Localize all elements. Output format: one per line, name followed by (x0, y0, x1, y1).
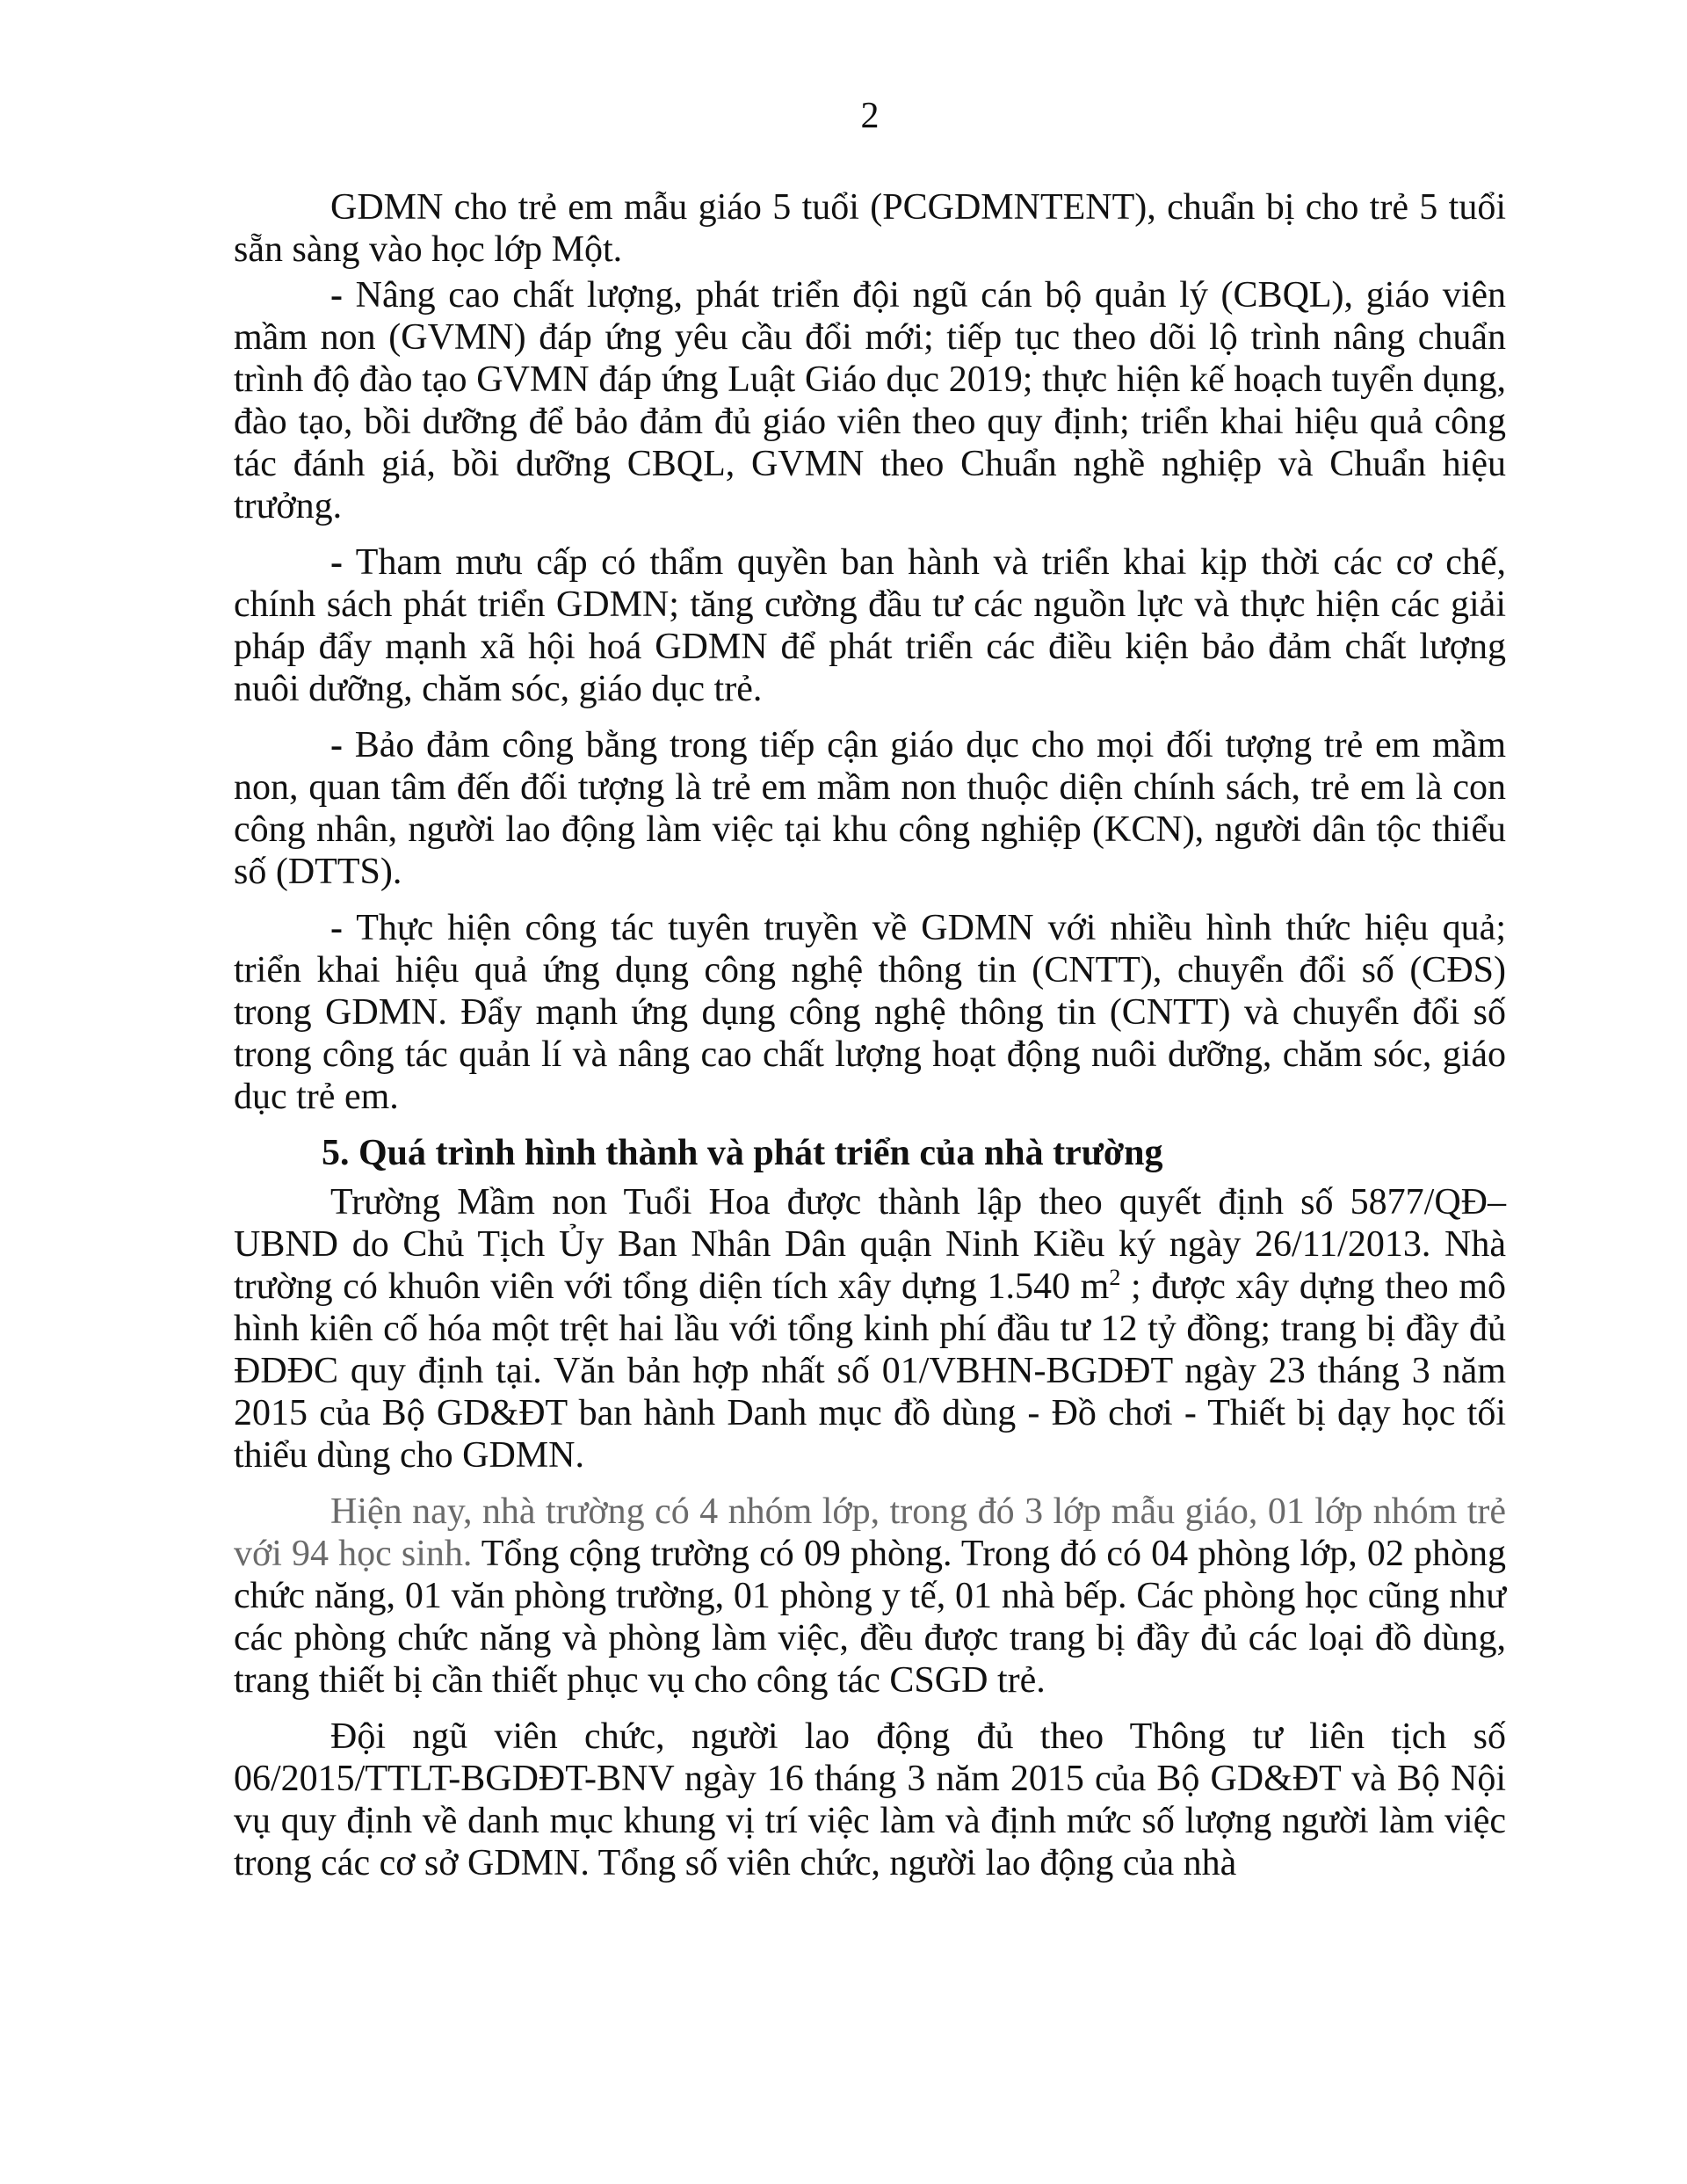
bullet-dash: - (330, 908, 343, 948)
paragraph-classes (234, 1491, 1506, 1701)
paragraph-equity (234, 724, 1506, 893)
section-heading: 5. Quá trình hình thành và phát triển của nhà trường (322, 1133, 1163, 1173)
bullet-dash: - (330, 725, 343, 765)
paragraph-policy (234, 541, 1506, 710)
paragraph-text: Đội ngũ viên chức, người lao động đủ theo Thông tư liên tịch số 06/2015/TTLT-BGDĐT-BNV ngày 16 tháng 3 năm 2015 của Bộ GD&ĐT và Bộ Nội vụ quy định về danh mục khung vị trí việc làm và định mức số lượng người làm việc trong các cơ sở GDMN. Tổng số viên chức, người lao động của nhà (234, 1716, 1506, 1883)
paragraph-text-a: Trường Mầm non Tuổi Hoa được thành lập theo quyết định số 5877/QĐ–UBND do Chủ Tịch Ủy Ban Nhân Dân quận Ninh Kiều ký ngày 26/11/2013. Nhà trường có khuôn viên với tổng diện tích xây dựng 1.540 m (234, 1182, 1506, 1307)
paragraph-text: Thực hiện công tác tuyên truyền về GDMN với nhiều hình thức hiệu quả; triển khai hiệu quả ứng dụng công nghệ thông tin (CNTT), chuyển đổi số (CĐS) trong GDMN. Đẩy mạnh ứng dụng công nghệ thông tin (CNTT) và chuyển đổi số trong công tác quản lí và nâng cao chất lượng hoạt động nuôi dưỡng, chăm sóc, giáo dục trẻ em. (234, 908, 1506, 1117)
paragraph-staffing (234, 1716, 1506, 1884)
paragraph-staff-quality (234, 274, 1506, 527)
paragraph-pcgdmn (234, 186, 1506, 271)
paragraph-text-b: ; được xây dựng theo mô hình kiên cố hóa một trệt hai lầu với tổng kinh phí đầu tư 12 tỷ đồng; trang bị đầy đủ ĐDĐC quy định tại. Văn bản hợp nhất số 01/VBHN-BGDĐT ngày 23 tháng 3 năm 2015 của Bộ GD&ĐT ban hành Danh mục đồ dùng - Đồ chơi - Thiết bị dạy học tối thiểu dùng cho GDMN. (234, 1266, 1506, 1476)
paragraph-communication (234, 907, 1506, 1118)
bullet-dash: - (330, 542, 343, 583)
paragraph-text-rest: Tổng cộng trường có 09 phòng. Trong đó có 04 phòng lớp, 02 phòng chức năng, 01 văn phòng trường, 01 phòng y tế, 01 nhà bếp. Các phòng học cũng như các phòng chức năng và phòng làm việc, đều được trang bị đầy đủ các loại đồ dùng, trang thiết bị cần thiết phục vụ cho công tác CSGD trẻ. (234, 1534, 1506, 1701)
document-body (234, 186, 1506, 1898)
superscript-2: 2 (1109, 1265, 1121, 1290)
paragraph-text-grey: Hiện nay, nhà trường có 4 nhóm lớp, trong đó 3 lớp mẫu giáo, 01 lớp nhóm trẻ với 94 học sinh. (234, 1491, 1506, 1574)
bullet-dash: - (330, 275, 343, 316)
paragraph-text: Tham mưu cấp có thẩm quyền ban hành và triển khai kịp thời các cơ chế, chính sách phát triển GDMN; tăng cường đầu tư các nguồn lực và thực hiện các giải pháp đẩy mạnh xã hội hoá GDMN để phát triển các điều kiện bảo đảm chất lượng nuôi dưỡng, chăm sóc, giáo dục trẻ. (234, 542, 1506, 709)
paragraph-text: Nâng cao chất lượng, phát triển đội ngũ cán bộ quản lý (CBQL), giáo viên mầm non (GVMN) đáp ứng yêu cầu đổi mới; tiếp tục theo dõi lộ trình nâng chuẩn trình độ đào tạo GVMN đáp ứng Luật Giáo dục 2019; thực hiện kế hoạch tuyển dụng, đào tạo, bồi dưỡng để bảo đảm đủ giáo viên theo quy định; triển khai hiệu quả công tác đánh giá, bồi dưỡng CBQL, GVMN theo Chuẩn nghề nghiệp và Chuẩn hiệu trưởng. (234, 275, 1507, 526)
page-number: 2 (860, 96, 880, 136)
paragraph-founding (234, 1181, 1506, 1477)
paragraph-text: GDMN cho trẻ em mẫu giáo 5 tuổi (PCGDMNTENT), chuẩn bị cho trẻ 5 tuổi sẵn sàng vào học lớp Một. (234, 187, 1506, 270)
paragraph-text: Bảo đảm công bằng trong tiếp cận giáo dục cho mọi đối tượng trẻ em mầm non, quan tâm đến đối tượng là trẻ em mầm non thuộc diện chính sách, trẻ em là con công nhân, người lao động làm việc tại khu công nghiệp (KCN), người dân tộc thiểu số (DTTS). (234, 725, 1506, 892)
